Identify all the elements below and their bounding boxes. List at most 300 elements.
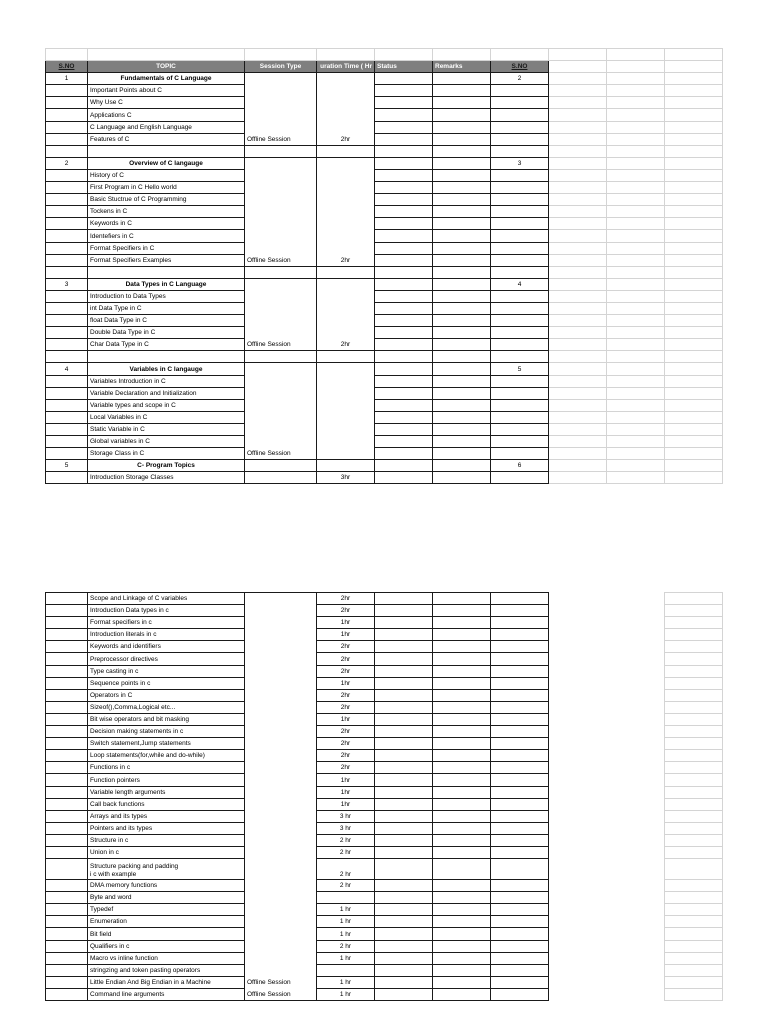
- sno-cell[interactable]: [46, 713, 88, 725]
- empty-cell[interactable]: [665, 964, 723, 976]
- status-cell[interactable]: [375, 472, 433, 484]
- remarks-cell[interactable]: [433, 254, 491, 266]
- status-cell[interactable]: [375, 762, 433, 774]
- topic-cell[interactable]: Functions in c: [88, 762, 245, 774]
- status-cell[interactable]: [375, 121, 433, 133]
- duration-cell[interactable]: 2hr: [317, 726, 375, 738]
- empty-cell[interactable]: [433, 266, 491, 278]
- empty-cell[interactable]: [607, 327, 665, 339]
- sno-cell[interactable]: [491, 904, 549, 916]
- topic-cell[interactable]: Variable length arguments: [88, 786, 245, 798]
- empty-cell[interactable]: [549, 798, 607, 810]
- empty-cell[interactable]: [665, 762, 723, 774]
- status-cell[interactable]: [375, 713, 433, 725]
- empty-cell[interactable]: [607, 145, 665, 157]
- sno-cell[interactable]: [491, 339, 549, 351]
- sno-cell[interactable]: [46, 593, 88, 605]
- empty-cell[interactable]: [88, 351, 245, 363]
- empty-cell[interactable]: [665, 61, 723, 73]
- sno-cell[interactable]: [46, 399, 88, 411]
- empty-cell[interactable]: [607, 266, 665, 278]
- duration-cell[interactable]: [317, 964, 375, 976]
- empty-cell[interactable]: [549, 762, 607, 774]
- sno-cell[interactable]: [491, 701, 549, 713]
- empty-cell[interactable]: [607, 182, 665, 194]
- topic-cell[interactable]: Applications C: [88, 109, 245, 121]
- sno-cell[interactable]: [46, 629, 88, 641]
- session-type-cell[interactable]: [245, 916, 317, 928]
- empty-cell[interactable]: [46, 49, 88, 61]
- sno-cell[interactable]: [491, 916, 549, 928]
- sno-cell[interactable]: [491, 194, 549, 206]
- duration-cell[interactable]: 1hr: [317, 617, 375, 629]
- empty-cell[interactable]: [549, 302, 607, 314]
- sno-cell[interactable]: [491, 774, 549, 786]
- empty-cell[interactable]: [607, 423, 665, 435]
- session-type-cell[interactable]: [245, 629, 317, 641]
- status-cell[interactable]: [375, 798, 433, 810]
- duration-cell[interactable]: [317, 278, 375, 351]
- duration-cell[interactable]: 3hr: [317, 472, 375, 484]
- status-cell[interactable]: [375, 73, 433, 85]
- status-cell[interactable]: [375, 738, 433, 750]
- empty-cell[interactable]: [549, 133, 607, 145]
- topic-cell[interactable]: Storage Class in C: [88, 448, 245, 460]
- sno-cell[interactable]: [491, 892, 549, 904]
- sno-cell[interactable]: [46, 448, 88, 460]
- empty-cell[interactable]: [607, 61, 665, 73]
- duration-cell[interactable]: 1 hr: [317, 952, 375, 964]
- empty-cell[interactable]: [607, 363, 665, 375]
- remarks-cell[interactable]: [433, 169, 491, 181]
- session-type-cell[interactable]: [245, 472, 317, 484]
- empty-cell[interactable]: [549, 85, 607, 97]
- sno-cell[interactable]: [491, 206, 549, 218]
- duration-cell[interactable]: 1hr: [317, 798, 375, 810]
- sno-cell[interactable]: [491, 762, 549, 774]
- empty-cell[interactable]: [607, 218, 665, 230]
- topic-cell[interactable]: Loop statements(for,while and do-while): [88, 750, 245, 762]
- empty-cell[interactable]: [549, 327, 607, 339]
- sno-cell[interactable]: [491, 810, 549, 822]
- remarks-cell[interactable]: [433, 726, 491, 738]
- sno-cell[interactable]: [46, 436, 88, 448]
- empty-cell[interactable]: [665, 182, 723, 194]
- empty-cell[interactable]: [549, 605, 607, 617]
- sno-cell[interactable]: [491, 786, 549, 798]
- status-cell[interactable]: [375, 375, 433, 387]
- remarks-cell[interactable]: [433, 85, 491, 97]
- empty-cell[interactable]: [665, 302, 723, 314]
- session-type-cell[interactable]: [245, 363, 317, 460]
- topic-cell[interactable]: Sequence points in c: [88, 677, 245, 689]
- empty-cell[interactable]: [607, 762, 665, 774]
- empty-cell[interactable]: [549, 846, 607, 858]
- empty-cell[interactable]: [607, 230, 665, 242]
- status-cell[interactable]: [375, 109, 433, 121]
- empty-cell[interactable]: [549, 701, 607, 713]
- sno-cell[interactable]: [491, 85, 549, 97]
- status-cell[interactable]: [375, 892, 433, 904]
- module-title[interactable]: Overview of C langauge: [88, 157, 245, 169]
- empty-cell[interactable]: [245, 266, 317, 278]
- empty-cell[interactable]: [665, 653, 723, 665]
- sno-cell[interactable]: [46, 315, 88, 327]
- empty-cell[interactable]: [665, 399, 723, 411]
- empty-cell[interactable]: [607, 339, 665, 351]
- empty-cell[interactable]: [549, 859, 607, 880]
- empty-cell[interactable]: [607, 880, 665, 892]
- empty-cell[interactable]: [607, 460, 665, 472]
- sno-cell[interactable]: [46, 339, 88, 351]
- duration-cell[interactable]: 2hr: [317, 605, 375, 617]
- sno-cell[interactable]: [491, 846, 549, 858]
- empty-cell[interactable]: [665, 448, 723, 460]
- empty-cell[interactable]: [549, 61, 607, 73]
- empty-cell[interactable]: [549, 290, 607, 302]
- status-cell[interactable]: [375, 339, 433, 351]
- status-cell[interactable]: [375, 157, 433, 169]
- sno-cell[interactable]: [491, 109, 549, 121]
- next-sno[interactable]: 4: [491, 278, 549, 290]
- empty-cell[interactable]: [549, 726, 607, 738]
- empty-cell[interactable]: [607, 677, 665, 689]
- sno-cell[interactable]: [491, 665, 549, 677]
- empty-cell[interactable]: [607, 988, 665, 1000]
- empty-cell[interactable]: [317, 351, 375, 363]
- topic-cell[interactable]: Basic Stuctrue of C Programming: [88, 194, 245, 206]
- sno-cell[interactable]: [491, 617, 549, 629]
- session-type-cell[interactable]: [245, 665, 317, 677]
- topic-cell[interactable]: Operators in C: [88, 689, 245, 701]
- empty-cell[interactable]: [665, 339, 723, 351]
- remarks-cell[interactable]: [433, 786, 491, 798]
- empty-cell[interactable]: [665, 290, 723, 302]
- remarks-cell[interactable]: [433, 448, 491, 460]
- empty-cell[interactable]: [607, 892, 665, 904]
- empty-cell[interactable]: [549, 617, 607, 629]
- empty-cell[interactable]: [665, 774, 723, 786]
- topic-cell[interactable]: Variable types and scope in C: [88, 399, 245, 411]
- remarks-cell[interactable]: [433, 928, 491, 940]
- topic-cell[interactable]: Bit wise operators and bit masking: [88, 713, 245, 725]
- module-number[interactable]: 1: [46, 73, 88, 85]
- empty-cell[interactable]: [607, 375, 665, 387]
- empty-cell[interactable]: [607, 701, 665, 713]
- empty-cell[interactable]: [375, 49, 433, 61]
- session-type-cell[interactable]: [245, 846, 317, 858]
- empty-cell[interactable]: [665, 423, 723, 435]
- empty-cell[interactable]: [549, 109, 607, 121]
- status-cell[interactable]: [375, 786, 433, 798]
- empty-cell[interactable]: [549, 786, 607, 798]
- sno-cell[interactable]: [46, 665, 88, 677]
- empty-cell[interactable]: [46, 145, 88, 157]
- empty-cell[interactable]: [549, 810, 607, 822]
- status-cell[interactable]: [375, 976, 433, 988]
- module-title[interactable]: Data Types in C Language: [88, 278, 245, 290]
- empty-cell[interactable]: [607, 726, 665, 738]
- empty-cell[interactable]: [665, 278, 723, 290]
- empty-cell[interactable]: [549, 157, 607, 169]
- remarks-cell[interactable]: [433, 940, 491, 952]
- empty-cell[interactable]: [549, 916, 607, 928]
- remarks-cell[interactable]: [433, 73, 491, 85]
- status-cell[interactable]: [375, 834, 433, 846]
- status-cell[interactable]: [375, 629, 433, 641]
- sno-cell[interactable]: [491, 411, 549, 423]
- remarks-cell[interactable]: [433, 859, 491, 880]
- sno-cell[interactable]: [46, 218, 88, 230]
- sno-cell[interactable]: [491, 689, 549, 701]
- topic-cell[interactable]: Variable Declaration and Initialization: [88, 387, 245, 399]
- empty-cell[interactable]: [665, 617, 723, 629]
- remarks-cell[interactable]: [433, 846, 491, 858]
- remarks-cell[interactable]: [433, 677, 491, 689]
- empty-cell[interactable]: [375, 266, 433, 278]
- module-title[interactable]: C- Program Topics: [88, 460, 245, 472]
- session-type-cell[interactable]: [245, 278, 317, 351]
- topic-cell[interactable]: stringzing and token pasting operators: [88, 964, 245, 976]
- empty-cell[interactable]: [665, 665, 723, 677]
- remarks-cell[interactable]: [433, 278, 491, 290]
- empty-cell[interactable]: [665, 157, 723, 169]
- empty-cell[interactable]: [665, 351, 723, 363]
- topic-cell[interactable]: Introduction Data types in c: [88, 605, 245, 617]
- duration-cell[interactable]: 1 hr: [317, 976, 375, 988]
- topic-cell[interactable]: Sizeof(),Comma,Logical etc...: [88, 701, 245, 713]
- sno-cell[interactable]: [491, 169, 549, 181]
- topic-cell[interactable]: Call back functions: [88, 798, 245, 810]
- sno-cell[interactable]: [46, 85, 88, 97]
- status-cell[interactable]: [375, 988, 433, 1000]
- session-type-cell[interactable]: [245, 952, 317, 964]
- remarks-cell[interactable]: [433, 988, 491, 1000]
- remarks-cell[interactable]: [433, 689, 491, 701]
- sno-cell[interactable]: [46, 375, 88, 387]
- sno-cell[interactable]: [491, 798, 549, 810]
- status-cell[interactable]: [375, 230, 433, 242]
- empty-cell[interactable]: [549, 738, 607, 750]
- empty-cell[interactable]: [607, 952, 665, 964]
- sno-cell[interactable]: [46, 169, 88, 181]
- empty-cell[interactable]: [665, 97, 723, 109]
- empty-cell[interactable]: [46, 266, 88, 278]
- empty-cell[interactable]: [607, 206, 665, 218]
- duration-cell[interactable]: [317, 460, 375, 472]
- sno-cell[interactable]: [491, 859, 549, 880]
- sno-cell[interactable]: [491, 133, 549, 145]
- empty-cell[interactable]: [665, 940, 723, 952]
- topic-cell[interactable]: Decision making statements in c: [88, 726, 245, 738]
- session-type-cell[interactable]: [245, 904, 317, 916]
- sno-cell[interactable]: [491, 242, 549, 254]
- session-type-cell[interactable]: [245, 964, 317, 976]
- topic-cell[interactable]: Pointers and its types: [88, 822, 245, 834]
- empty-cell[interactable]: [607, 242, 665, 254]
- sno-cell[interactable]: [46, 880, 88, 892]
- remarks-cell[interactable]: [433, 713, 491, 725]
- empty-cell[interactable]: [665, 916, 723, 928]
- empty-cell[interactable]: [491, 266, 549, 278]
- topic-cell[interactable]: Local Variables in C: [88, 411, 245, 423]
- module-title[interactable]: Fundamentals of C Language: [88, 73, 245, 85]
- sno-cell[interactable]: [491, 387, 549, 399]
- status-cell[interactable]: [375, 677, 433, 689]
- status-cell[interactable]: [375, 964, 433, 976]
- sno-cell[interactable]: [491, 940, 549, 952]
- next-sno[interactable]: 6: [491, 460, 549, 472]
- sno-cell[interactable]: [491, 436, 549, 448]
- duration-cell[interactable]: 2 hr: [317, 846, 375, 858]
- duration-cell[interactable]: [317, 363, 375, 460]
- sno-cell[interactable]: [491, 182, 549, 194]
- session-type-cell[interactable]: [245, 798, 317, 810]
- empty-cell[interactable]: [607, 713, 665, 725]
- empty-cell[interactable]: [665, 109, 723, 121]
- status-cell[interactable]: [375, 810, 433, 822]
- duration-cell[interactable]: 1hr: [317, 677, 375, 689]
- session-type-cell[interactable]: [245, 750, 317, 762]
- module-number[interactable]: 3: [46, 278, 88, 290]
- sno-cell[interactable]: [46, 97, 88, 109]
- remarks-cell[interactable]: [433, 472, 491, 484]
- sno-cell[interactable]: [46, 109, 88, 121]
- sno-cell[interactable]: [46, 762, 88, 774]
- empty-cell[interactable]: [245, 351, 317, 363]
- empty-cell[interactable]: [549, 411, 607, 423]
- topic-cell[interactable]: Keywords in C: [88, 218, 245, 230]
- topic-cell[interactable]: Tockens in C: [88, 206, 245, 218]
- duration-cell[interactable]: 2hr: [317, 750, 375, 762]
- module-number[interactable]: 4: [46, 363, 88, 375]
- topic-cell[interactable]: float Data Type in C: [88, 315, 245, 327]
- status-cell[interactable]: [375, 689, 433, 701]
- empty-cell[interactable]: [549, 363, 607, 375]
- status-cell[interactable]: [375, 928, 433, 940]
- sno-cell[interactable]: [46, 677, 88, 689]
- sno-cell[interactable]: [46, 605, 88, 617]
- empty-cell[interactable]: [665, 387, 723, 399]
- empty-cell[interactable]: [607, 109, 665, 121]
- remarks-cell[interactable]: [433, 460, 491, 472]
- empty-cell[interactable]: [665, 49, 723, 61]
- sno-cell[interactable]: [46, 653, 88, 665]
- sno-cell[interactable]: [491, 952, 549, 964]
- empty-cell[interactable]: [607, 121, 665, 133]
- topic-cell[interactable]: Identefiers in C: [88, 230, 245, 242]
- sno-cell[interactable]: [491, 448, 549, 460]
- sno-cell[interactable]: [46, 689, 88, 701]
- status-cell[interactable]: [375, 387, 433, 399]
- sno-cell[interactable]: [46, 302, 88, 314]
- empty-cell[interactable]: [549, 713, 607, 725]
- empty-cell[interactable]: [665, 593, 723, 605]
- duration-cell[interactable]: 1 hr: [317, 904, 375, 916]
- session-type-cell[interactable]: [245, 677, 317, 689]
- sno-cell[interactable]: [46, 822, 88, 834]
- status-cell[interactable]: [375, 169, 433, 181]
- duration-cell[interactable]: 2hr: [317, 641, 375, 653]
- sno-cell[interactable]: [46, 230, 88, 242]
- sno-cell[interactable]: [491, 976, 549, 988]
- status-cell[interactable]: [375, 242, 433, 254]
- session-type-cell[interactable]: [245, 880, 317, 892]
- topic-cell[interactable]: Scope and Linkage of C variables: [88, 593, 245, 605]
- topic-cell[interactable]: Function pointers: [88, 774, 245, 786]
- topic-cell[interactable]: int Data Type in C: [88, 302, 245, 314]
- empty-cell[interactable]: [491, 351, 549, 363]
- session-type-cell[interactable]: [245, 617, 317, 629]
- duration-cell[interactable]: 3 hr: [317, 822, 375, 834]
- status-cell[interactable]: [375, 593, 433, 605]
- empty-cell[interactable]: [549, 49, 607, 61]
- empty-cell[interactable]: [549, 73, 607, 85]
- empty-cell[interactable]: [549, 121, 607, 133]
- empty-cell[interactable]: [607, 472, 665, 484]
- topic-cell[interactable]: Arrays and its types: [88, 810, 245, 822]
- empty-cell[interactable]: [607, 653, 665, 665]
- empty-cell[interactable]: [549, 339, 607, 351]
- remarks-cell[interactable]: [433, 399, 491, 411]
- duration-cell[interactable]: 2hr: [317, 762, 375, 774]
- sno-cell[interactable]: [491, 738, 549, 750]
- empty-cell[interactable]: [665, 822, 723, 834]
- empty-cell[interactable]: [607, 157, 665, 169]
- empty-cell[interactable]: [549, 351, 607, 363]
- topic-cell[interactable]: Variables Introduction in C: [88, 375, 245, 387]
- topic-cell[interactable]: DMA memory functions: [88, 880, 245, 892]
- remarks-cell[interactable]: [433, 375, 491, 387]
- header-duration[interactable]: uration Time ( Hr: [317, 61, 375, 73]
- status-cell[interactable]: [375, 290, 433, 302]
- sno-cell[interactable]: [46, 133, 88, 145]
- empty-cell[interactable]: [607, 254, 665, 266]
- remarks-cell[interactable]: [433, 653, 491, 665]
- next-sno[interactable]: 2: [491, 73, 549, 85]
- empty-cell[interactable]: [549, 976, 607, 988]
- remarks-cell[interactable]: [433, 810, 491, 822]
- session-type-cell[interactable]: [245, 157, 317, 266]
- status-cell[interactable]: [375, 460, 433, 472]
- topic-cell[interactable]: Introduction to Data Types: [88, 290, 245, 302]
- status-cell[interactable]: [375, 665, 433, 677]
- sno-cell[interactable]: [491, 230, 549, 242]
- empty-cell[interactable]: [433, 49, 491, 61]
- session-type-cell[interactable]: Offline Session: [245, 988, 317, 1000]
- empty-cell[interactable]: [607, 822, 665, 834]
- empty-cell[interactable]: [549, 182, 607, 194]
- empty-cell[interactable]: [607, 846, 665, 858]
- remarks-cell[interactable]: [433, 880, 491, 892]
- remarks-cell[interactable]: [433, 436, 491, 448]
- duration-cell[interactable]: [317, 157, 375, 266]
- sno-cell[interactable]: [46, 472, 88, 484]
- sno-cell[interactable]: [46, 940, 88, 952]
- duration-cell[interactable]: 2 hr: [317, 940, 375, 952]
- empty-cell[interactable]: [607, 810, 665, 822]
- empty-cell[interactable]: [317, 145, 375, 157]
- remarks-cell[interactable]: [433, 315, 491, 327]
- sno-cell[interactable]: [46, 810, 88, 822]
- empty-cell[interactable]: [549, 593, 607, 605]
- empty-cell[interactable]: [549, 218, 607, 230]
- sno-cell[interactable]: [46, 892, 88, 904]
- remarks-cell[interactable]: [433, 641, 491, 653]
- sno-cell[interactable]: [491, 641, 549, 653]
- empty-cell[interactable]: [607, 133, 665, 145]
- sno-cell[interactable]: [491, 677, 549, 689]
